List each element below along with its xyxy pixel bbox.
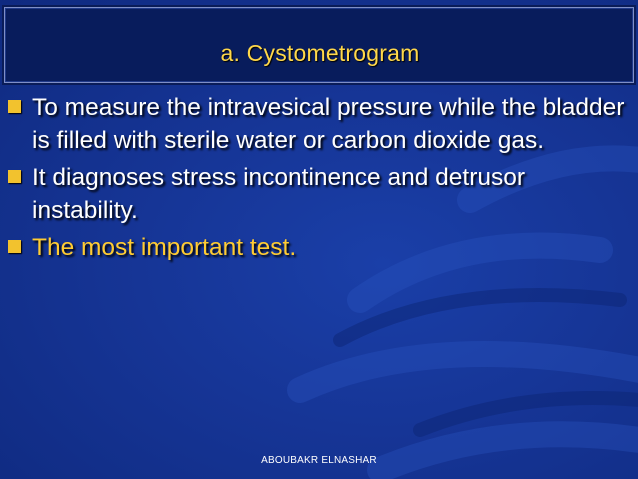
title-bar <box>4 7 634 83</box>
bullet-item <box>8 161 628 227</box>
square-bullet-icon <box>8 240 21 253</box>
bullet-text: It diagnoses stress incontinence and detrusor instability. <box>32 164 526 224</box>
bullet-text: The most important test. <box>32 234 297 261</box>
slide-title: a. Cystometrogram <box>220 40 420 66</box>
square-bullet-icon <box>8 170 21 183</box>
bullet-item <box>8 91 628 157</box>
bullet-item-highlight <box>8 231 628 264</box>
bullet-text: To measure the intravesical pressure while the bladder is filled with sterile water or carbon dioxide gas. <box>32 94 625 154</box>
square-bullet-icon <box>8 100 21 113</box>
bullet-list <box>8 91 628 268</box>
footer-author: ABOUBAKR ELNASHAR <box>261 455 377 466</box>
